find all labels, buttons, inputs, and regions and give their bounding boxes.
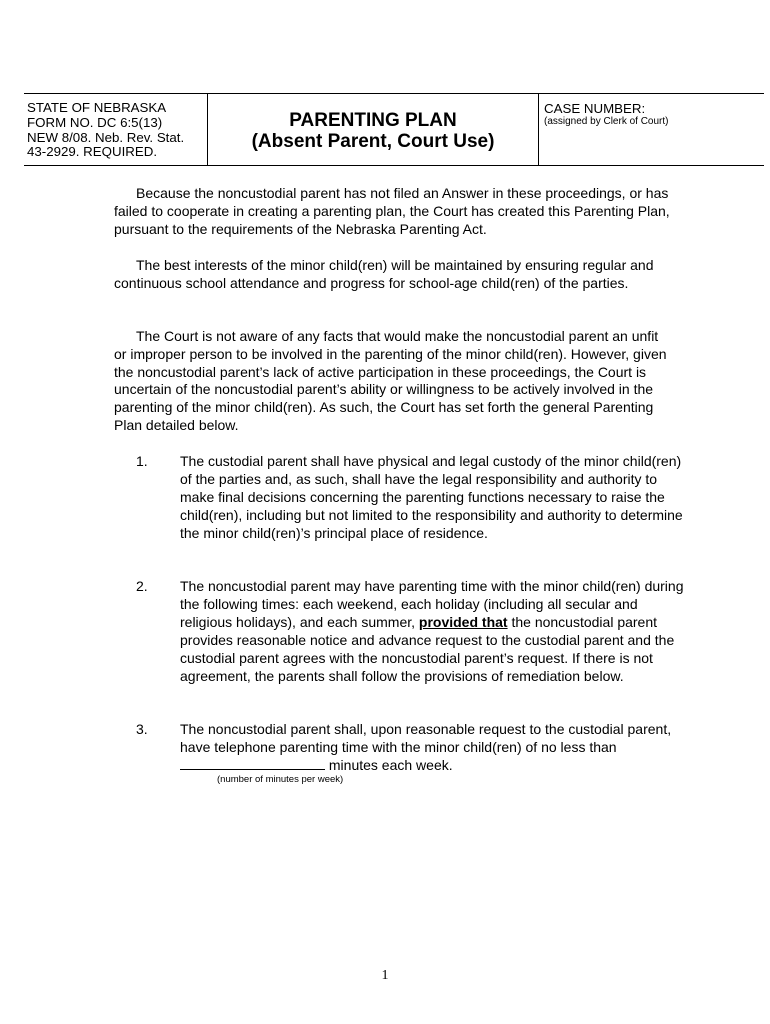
- item-text-part: minutes each week.: [325, 756, 453, 773]
- item-number: 2.: [136, 578, 148, 594]
- form-identification: [24, 94, 208, 165]
- page-number: 1: [381, 968, 389, 983]
- item-number: 3.: [136, 721, 148, 737]
- page-title: PARENTING PLAN: [289, 110, 457, 131]
- item-text-part: the noncustodial parent provides reasonable notice and advance request to the custodial parent and the custodial parent agrees with the noncustodial parent’s request. If there is not agreement, the parents shall follow the provisions of remediation below.: [180, 613, 675, 684]
- paragraph-intro: [114, 185, 674, 238]
- item-number: 1.: [136, 453, 148, 469]
- item-text-part: The noncustodial parent may have parenting time with the minor child(ren) during the following times: each weekend, each holiday (including all secular and religious holidays), and each summer,: [180, 578, 684, 630]
- case-number-label: CASE NUMBER:: [544, 101, 646, 116]
- form-id-line: 43-2929. REQUIRED.: [27, 144, 158, 160]
- form-id-line: NEW 8/08. Neb. Rev. Stat.: [27, 129, 185, 145]
- case-number-box[interactable]: [539, 94, 764, 165]
- paragraph-court-findings: [114, 328, 674, 435]
- paragraph-text: The Court is not aware of any facts that would make the noncustodial parent an unfit or improper person to be involved in the parenting of the minor child(ren). However, given the noncustodial parent’s lack of active participation in these proceedings, the Court is uncertain of the noncustodial parent’s ability or willingness to be actively involved in the parenting of the minor child(ren). As such, the Court has set forth the general Parenting Plan detailed below.: [114, 328, 667, 433]
- form-header: [24, 93, 764, 166]
- item-text-part: The noncustodial parent shall, upon reasonable request to the custodial parent, have telephone parenting time with the minor child(ren) of no less than: [180, 721, 672, 755]
- minutes-field-caption: (number of minutes per week): [217, 774, 344, 785]
- page-subtitle: (Absent Parent, Court Use): [251, 131, 495, 152]
- item-text: [180, 578, 690, 685]
- paragraph-text: The best interests of the minor child(ren) will be maintained by ensuring regular and continuous school attendance and progress for school-age child(ren) of the parties.: [114, 257, 654, 291]
- case-number-note: (assigned by Clerk of Court): [544, 116, 669, 127]
- form-id-line: STATE OF NEBRASKA: [27, 100, 167, 115]
- item-text: The custodial parent shall have physical and legal custody of the minor child(ren) of the parties and, as such, shall have the legal responsibility and authority to make final decisions concerning the parenting functions necessary to raise the child(ren), including but not limited to the responsibility and authority to determine the minor child(ren)’s principal place of residence.: [180, 453, 683, 541]
- form-id-line: FORM NO. DC 6:5(13): [27, 114, 163, 130]
- item-text: [180, 721, 690, 775]
- paragraph-best-interests: [114, 257, 674, 293]
- emphasis-provided-that: provided that: [418, 613, 508, 630]
- title-block: [208, 94, 539, 165]
- paragraph-text: Because the noncustodial parent has not filed an Answer in these proceedings, or has failed to cooperate in creating a parenting plan, the Court has created this Parenting Plan, pursuant to the requirements of the Nebraska Parenting Act.: [114, 185, 670, 237]
- minutes-per-week-field[interactable]: [180, 757, 325, 770]
